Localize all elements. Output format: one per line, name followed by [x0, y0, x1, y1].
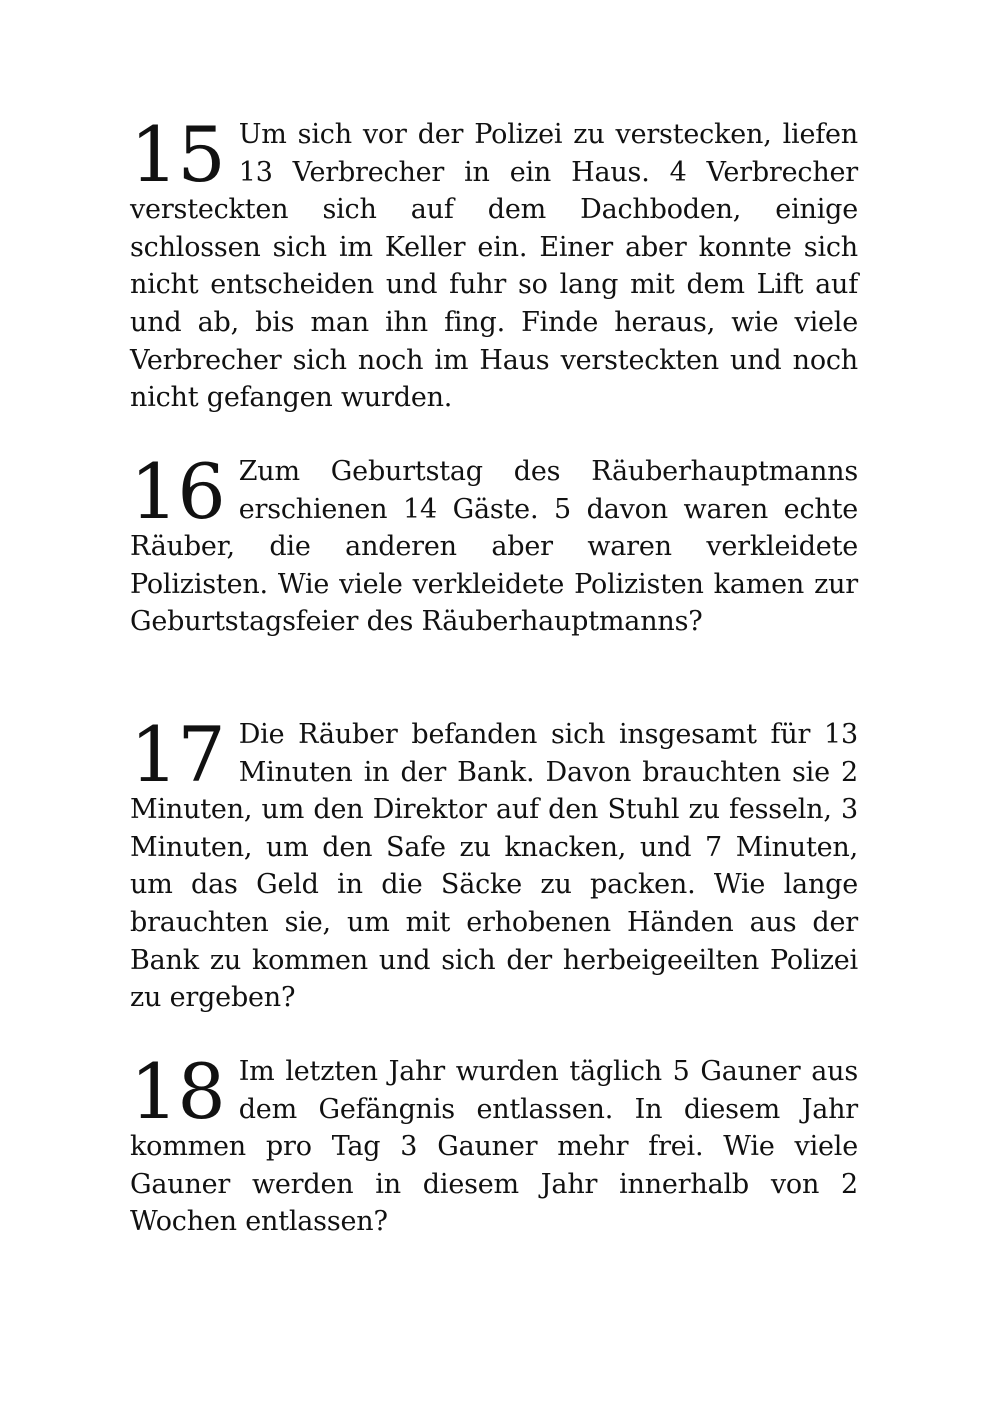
- problem-16-text-block: [130, 447, 858, 641]
- problem-text: Zum Geburtstag des Räuberhauptmanns erschienen 14 Gäste. 5 davon waren echte Räuber, die anderen aber waren verkleidete Polizisten. Wie viele verkleidete Polizisten kamen zur Geburtstagsfeier des Räuberhauptmanns?: [130, 456, 858, 638]
- problem-text: Um sich vor der Polizei zu verstecken, liefen 13 Verbrecher in ein Haus. 4 Verbrecher versteckten sich auf dem Dachboden, einige schlossen sich im Keller ein. Einer aber konnte sich nicht entscheiden und fuhr so lang mit dem Lift auf und ab, bis man ihn fing. Finde heraus, wie viele Verbrecher sich noch im Haus versteckten und noch nicht gefangen wurden.: [130, 119, 858, 414]
- problem-17-text-block: [130, 710, 858, 1017]
- problem-15-text-block: [130, 110, 858, 417]
- problem-15: [130, 110, 858, 417]
- problem-text: Im letzten Jahr wurden täglich 5 Gauner aus dem Gefängnis entlassen. In diesem Jahr kommen pro Tag 3 Gauner mehr frei. Wie viele Gauner werden in diesem Jahr innerhalb von 2 Wochen entlassen?: [130, 1056, 858, 1238]
- problem-16: [130, 447, 858, 641]
- problem-18-text-block: [130, 1047, 858, 1241]
- problem-number: 16: [130, 447, 225, 536]
- problem-18: [130, 1047, 858, 1241]
- problem-17: [130, 710, 858, 1017]
- problem-number: 15: [130, 110, 225, 199]
- problem-number: 18: [130, 1047, 225, 1136]
- problem-text: Die Räuber befanden sich insgesamt für 13 Minuten in der Bank. Davon brauchten sie 2 Minuten, um den Direktor auf den Stuhl zu fesseln, 3 Minuten, um den Safe zu knacken, und 7 Minuten, um das Geld in die Säcke zu packen. Wie lange brauchten sie, um mit erhobenen Händen aus der Bank zu kommen und sich der herbeigeeilten Polizei zu ergeben?: [130, 719, 858, 1014]
- problem-number: 17: [130, 710, 225, 799]
